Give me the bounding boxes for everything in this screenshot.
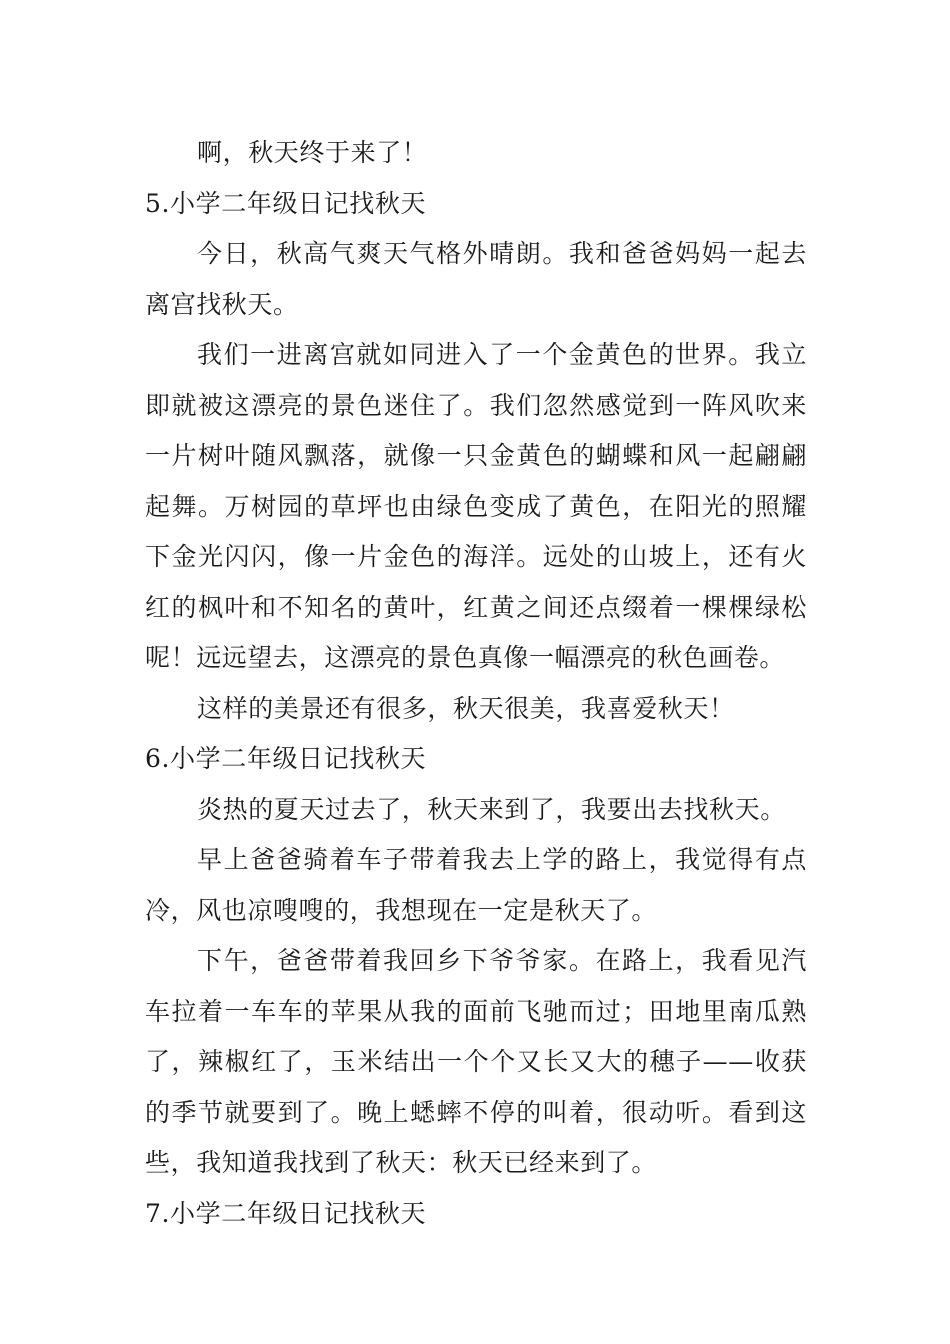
section-heading-7: 7.小学二年级日记找秋天 [145,1198,427,1228]
paragraph-golden-world: 我们一进离宫就如同进入了一个金黄色的世界。我立即就被这漂亮的景色迷住了。我们忽然感觉到一阵风吹来一片树叶随风飘落，就像一只金黄色的蝴蝶和风一起翩翩起舞。万树园的草坪也由绿色变成了黄色，在阳光的照耀下金光闪闪，像一片金色的海洋。远处的山坡上，还有火红的枫叶和不知名的黄叶，红黄之间还点缀着一棵棵绿松呢！远远望去，这漂亮的景色真像一幅漂亮的秋色画卷。 [145,340,807,672]
paragraph-afternoon-countryside: 下午，爸爸带着我回乡下爷爷家。在路上，我看见汽车拉着一车车的苹果从我的面前飞驰而过；田地里南瓜熟了，辣椒红了，玉米结出一个个又长又大的穗子——收获的季节就要到了。晚上蟋蟀不停的叫着，很动听。看到这些，我知道我找到了秋天：秋天已经来到了。 [145,946,807,1177]
document-body [145,128,807,1239]
section-heading-6: 6.小学二年级日记找秋天 [145,744,427,773]
section-heading-5: 5.小学二年级日记找秋天 [145,188,427,218]
paragraph-today-weather: 今日，秋高气爽天气格外晴朗。我和爸爸妈妈一起去离宫找秋天。 [145,239,807,319]
paragraph-summer-gone: 炎热的夏天过去了，秋天来到了，我要出去找秋天。 [197,794,786,824]
paragraph-i-love-autumn: 这样的美景还有很多，秋天很美，我喜爱秋天！ [197,693,735,723]
paragraph-morning-cold: 早上爸爸骑着车子带着我去上学的路上，我觉得有点冷，风也凉嗖嗖的，我想现在一定是秋天了。 [145,845,807,925]
paragraph-autumn-arrived: 啊，秋天终于来了！ [197,138,428,167]
